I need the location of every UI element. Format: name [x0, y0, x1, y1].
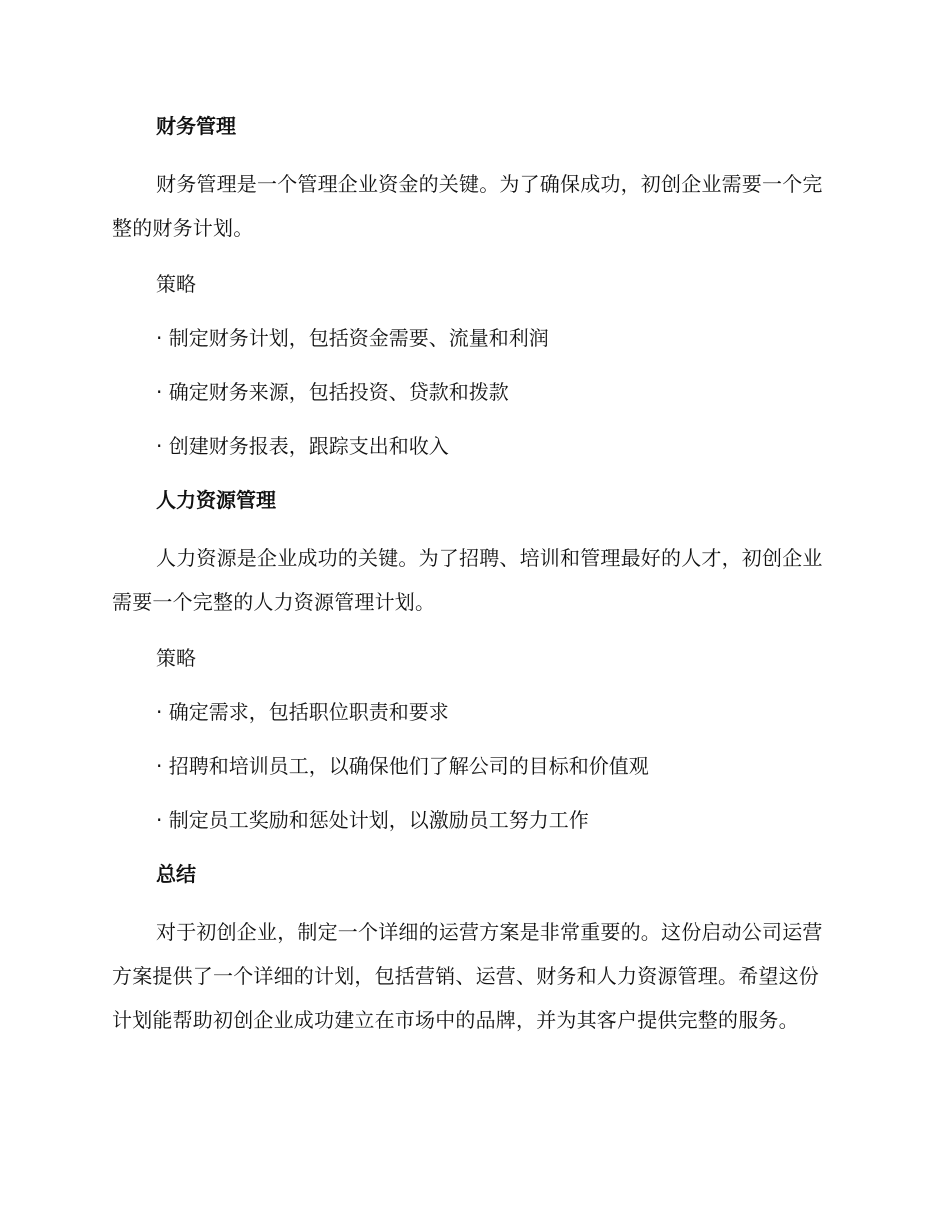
- finance-heading: 财务管理: [156, 114, 236, 138]
- hr-bullet-3: · 制定员工奖励和惩处计划，以激励员工努力工作: [156, 808, 589, 832]
- summary-heading: 总结: [156, 862, 196, 886]
- hr-bullet-1: · 确定需求，包括职位职责和要求: [156, 700, 449, 724]
- hr-bullet-2: · 招聘和培训员工，以确保他们了解公司的目标和价值观: [156, 754, 649, 778]
- summary-paragraph: 对于初创企业，制定一个详细的运营方案是非常重要的。这份启动公司运营方案提供了一个详细的计划，包括营销、运营、财务和人力资源管理。希望这份计划能帮助初创企业成功建立在市场中的品牌，并为其客户提供完整的服务。: [112, 920, 823, 1032]
- finance-strategy-label: 策略: [156, 272, 196, 296]
- hr-paragraph: 人力资源是企业成功的关键。为了招聘、培训和管理最好的人才，初创企业需要一个完整的人力资源管理计划。: [112, 546, 823, 614]
- hr-strategy-label: 策略: [156, 646, 196, 670]
- document-page: [112, 106, 832, 1042]
- finance-bullet-2: · 确定财务来源，包括投资、贷款和拨款: [156, 380, 509, 404]
- hr-heading: 人力资源管理: [156, 488, 276, 512]
- finance-bullet-1: · 制定财务计划，包括资金需要、流量和利润: [156, 326, 549, 350]
- finance-bullet-3: · 创建财务报表，跟踪支出和收入: [156, 434, 449, 458]
- finance-paragraph: 财务管理是一个管理企业资金的关键。为了确保成功，初创企业需要一个完整的财务计划。: [112, 172, 823, 240]
